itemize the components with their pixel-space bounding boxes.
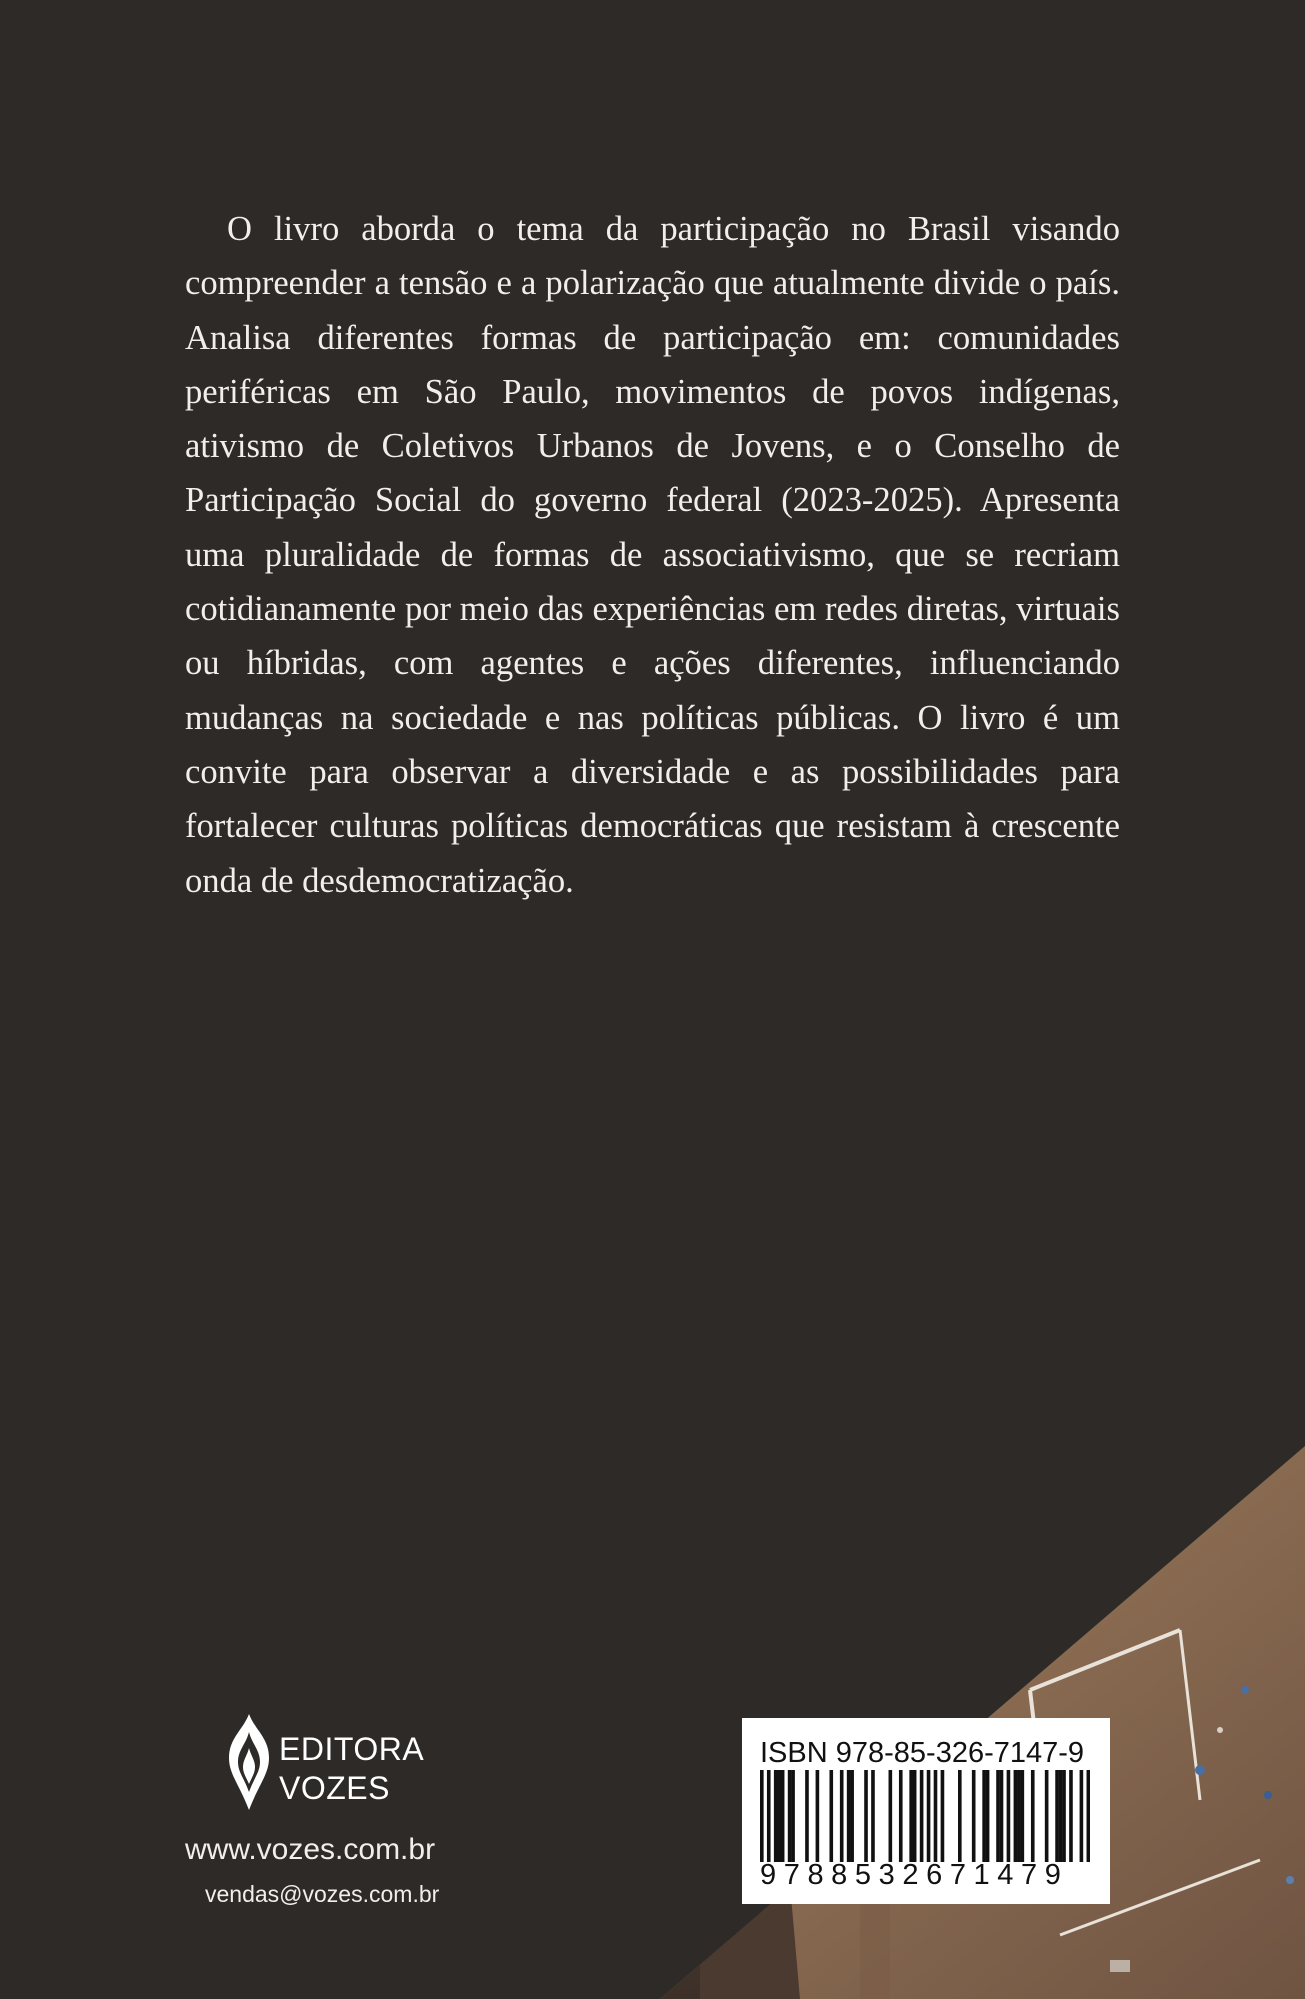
barcode-bar (767, 1770, 771, 1862)
barcode-bar (996, 1770, 1000, 1862)
publisher-line-2: VOZES (279, 1770, 390, 1806)
book-description: O livro aborda o tema da participação no Brasil visando compreender a tensão e a polarização que atualmente divide o país. Analisa diferentes formas de participação em: comunidades periféricas em São Paulo, movimentos de povos indígenas, ativismo de Coletivos Urbanos de Jovens, e o Conselho de Participação Social do governo federal (2023-2025). Apresenta uma pluralidade de formas de associativismo, que se recriam cotidianamente por meio das experiências em redes diretas, virtuais ou híbridas, com agentes e ações diferentes, influenciando mudanças na sociedade e nas políticas públicas. O livro é um convite para observar a diversidade e as possibilidades para fortalecer culturas políticas democráticas que resistam à crescente onda de desdemocratização. (185, 210, 1120, 900)
barcode-bar (1080, 1770, 1084, 1862)
barcode-bar (899, 1770, 903, 1862)
barcode-bar (1007, 1770, 1011, 1862)
publisher-line-1: EDITORA (279, 1731, 425, 1767)
barcode-bar (1062, 1770, 1066, 1862)
barcode-bar (941, 1770, 945, 1862)
barcode-bar (958, 1770, 962, 1862)
barcode-bar (1017, 1770, 1021, 1862)
barcode-bar (934, 1770, 938, 1862)
publisher-name (279, 1730, 424, 1808)
barcode-bar (791, 1770, 795, 1862)
barcode-bar (760, 1770, 764, 1862)
barcode-bar (805, 1770, 809, 1862)
barcode-bar (913, 1770, 917, 1862)
barcode-bar (816, 1770, 820, 1862)
barcode-bar (774, 1770, 778, 1862)
barcode (760, 1770, 1090, 1862)
barcode-bar (986, 1770, 990, 1862)
barcode-bar (1014, 1770, 1018, 1862)
barcode-bar (982, 1770, 986, 1862)
barcode-bar (829, 1770, 833, 1862)
barcode-bar (777, 1770, 781, 1862)
barcode-bar (871, 1770, 875, 1862)
barcode-bar (972, 1770, 976, 1862)
barcode-bar (781, 1770, 785, 1862)
barcode-bar (847, 1770, 851, 1862)
barcode-digits: 9788532671479 (760, 1859, 1069, 1891)
publisher-website: www.vozes.com.br (185, 1833, 436, 1866)
barcode-bar (840, 1770, 844, 1862)
barcode-bar (1000, 1770, 1004, 1862)
isbn-barcode-box (742, 1718, 1110, 1904)
barcode-bar (927, 1770, 931, 1862)
barcode-bar (1069, 1770, 1073, 1862)
isbn-label: ISBN 978-85-326-7147-9 (760, 1737, 1085, 1769)
barcode-bar (1045, 1770, 1049, 1862)
barcode-bar (1087, 1770, 1090, 1862)
barcode-bar (864, 1770, 868, 1862)
barcode-bar (1059, 1770, 1063, 1862)
vozes-flame-logo-icon (225, 1712, 275, 1812)
barcode-bar (1055, 1770, 1059, 1862)
barcode-bar (788, 1770, 792, 1862)
publisher-email: vendas@vozes.com.br (205, 1881, 440, 1907)
publisher-logo (225, 1712, 445, 1812)
barcode-bar (1031, 1770, 1035, 1862)
barcode-bar (1021, 1770, 1025, 1862)
barcode-bar (850, 1770, 854, 1862)
barcode-bar (909, 1770, 913, 1862)
barcode-bar (889, 1770, 893, 1862)
barcode-bar (920, 1770, 924, 1862)
